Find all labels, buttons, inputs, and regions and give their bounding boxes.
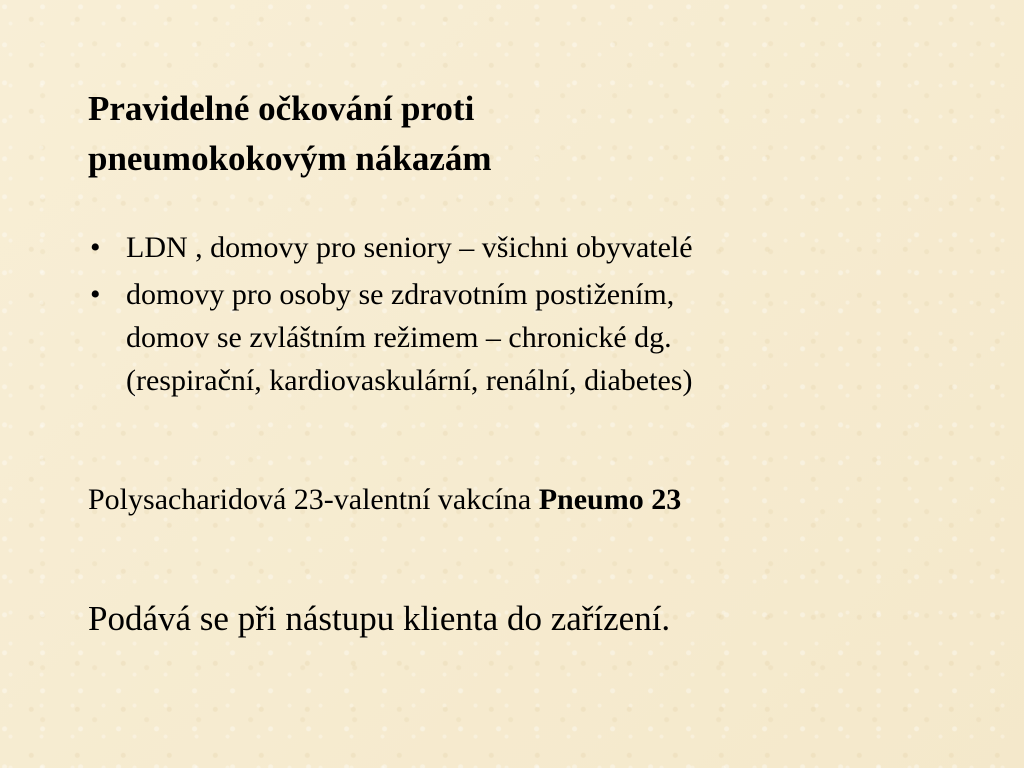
bullet-text-facilities-line-2: domov se zvláštním režimem – chronické dg. [126,321,672,354]
vaccine-name: Pneumo 23 [538,483,682,516]
administration-note: Podává se při nástupu klienta do zařízení. [88,599,671,638]
bullet-marker: • [90,231,101,264]
slide-title-line-2: pneumokokovým nákazám [88,139,492,178]
bullet-text-diagnoses-line-3: (respirační, kardiovaskulární, renální, diabetes) [126,364,693,397]
vaccine-prefix: Polysacharidová 23-valentní vakcína [88,483,539,516]
vaccine-description [88,478,681,521]
bullet-text-ldn-seniors: LDN , domovy pro seniory – všichni obyvatelé [126,231,693,264]
slide-title-line-1: Pravidelné očkování proti [88,89,475,128]
bullet-text-facilities-line-1: domovy pro osoby se zdravotním postižením, [126,278,675,311]
bullet-marker: • [90,278,101,311]
slide-title [88,84,848,184]
bullet-item-ldn-seniors [88,226,928,269]
vaccination-target-list [88,226,928,406]
bullet-item-chronic-conditions [88,273,928,402]
